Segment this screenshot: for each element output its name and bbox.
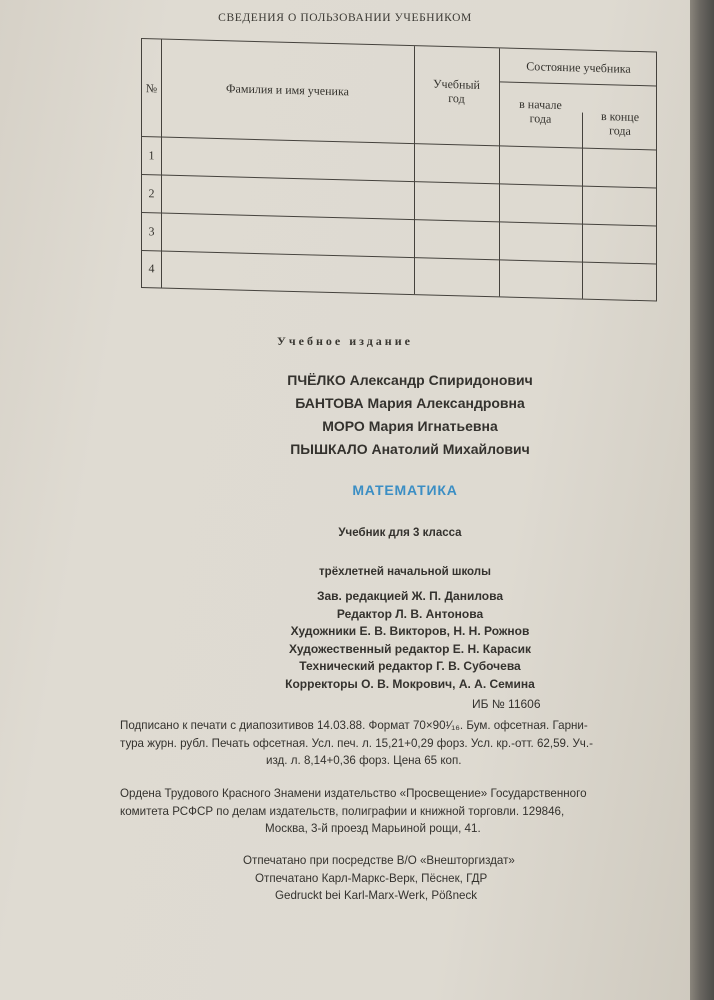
print-details-line: тура журн. рубл. Печать офсетная. Усл. печ. л. 15,21+0,29 форз. Усл. кр.-отт. 62,59. Уч.-	[120, 736, 593, 750]
book-subtitle-grade: Учебник для 3 класса	[338, 527, 462, 539]
column-header-end-line2: года	[609, 123, 631, 138]
series-label: Учебное издание	[277, 334, 413, 348]
table-row-divider	[142, 212, 656, 226]
table-header-divider	[499, 81, 656, 86]
column-header-end-of-year	[582, 109, 658, 139]
table-column-divider	[582, 113, 583, 299]
authors-list	[240, 369, 580, 461]
column-header-number: №	[145, 81, 158, 96]
print-details-line: изд. л. 8,14+0,36 форз. Цена 65 коп.	[266, 754, 462, 768]
printer-line: Gedruckt bei Karl-Marx-Werk, Pößneck	[275, 889, 478, 903]
author-name: ПЫШКАЛО Анатолий Михайлович	[290, 441, 530, 457]
staff-line: Технический редактор Г. В. Субочева	[299, 659, 521, 674]
editorial-staff-list	[240, 588, 580, 694]
author-name: МОРО Мария Игнатьевна	[322, 418, 498, 434]
column-header-start-line2: года	[529, 111, 552, 126]
print-details-line: Подписано к печати с диапозитивов 14.03.88. Формат 70×90¹⁄₁₆. Бум. офсетная. Гарни-	[120, 719, 588, 732]
usage-table-heading: СВЕДЕНИЯ О ПОЛЬЗОВАНИИ УЧЕБНИКОМ	[218, 12, 472, 24]
printer-line: Отпечатано при посредстве В/О «Внешторгиздат»	[243, 854, 515, 867]
book-page-edge	[690, 0, 714, 1000]
table-row-number: 4	[148, 261, 155, 276]
ib-number: ИБ № 11606	[472, 697, 541, 711]
publisher-line: Ордена Трудового Красного Знамени издательство «Просвещение» Государственного	[120, 787, 587, 800]
column-header-school-year-line2: год	[448, 91, 465, 106]
author-name: БАНТОВА Мария Александровна	[295, 395, 525, 411]
table-row-number: 1	[148, 148, 155, 163]
printer-line: Отпечатано Карл-Маркс-Верк, Пёснек, ГДР	[255, 871, 488, 885]
staff-line: Редактор Л. В. Антонова	[336, 606, 484, 621]
column-header-start-of-year	[499, 96, 582, 126]
column-header-school-year-line1: Учебный	[433, 76, 480, 92]
column-header-start-line1: в начале	[519, 96, 562, 113]
table-row-number: 2	[148, 186, 155, 201]
staff-line: Художественный редактор Е. Н. Карасик	[289, 641, 531, 656]
publisher-info	[120, 785, 680, 838]
column-header-student-name: Фамилия и имя ученика	[226, 81, 349, 99]
author-name: ПЧЁЛКО Александр Спиридонович	[287, 372, 533, 388]
table-row-divider	[142, 250, 656, 264]
staff-line: Корректоры О. В. Мокрович, А. А. Семина	[285, 676, 535, 691]
book-title: МАТЕМАТИКА	[352, 482, 458, 498]
table-row-divider	[142, 174, 656, 188]
column-header-end-line1: в конце	[600, 109, 640, 125]
print-details	[120, 717, 680, 770]
staff-line: Зав. редакцией Ж. П. Данилова	[316, 589, 504, 603]
table-row-number: 3	[148, 224, 155, 239]
usage-table	[141, 38, 657, 302]
staff-line: Художники Е. В. Викторов, Н. Н. Рожнов	[290, 624, 530, 639]
publisher-line: комитета РСФСР по делам издательств, полиграфии и книжной торговли. 129846,	[120, 804, 565, 818]
column-header-school-year	[414, 76, 499, 106]
publisher-line: Москва, 3-й проезд Марьиной рощи, 41.	[265, 822, 481, 836]
book-subtitle-school: трёхлетней начальной школы	[319, 566, 491, 578]
column-header-book-condition: Состояние учебника	[526, 59, 631, 76]
printer-info	[243, 852, 583, 905]
table-row-divider	[142, 136, 656, 150]
